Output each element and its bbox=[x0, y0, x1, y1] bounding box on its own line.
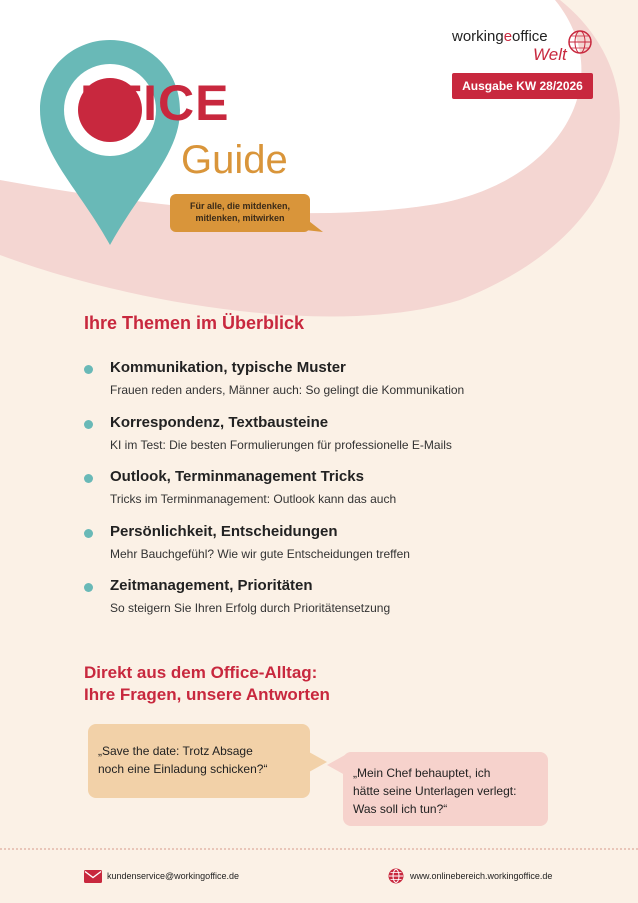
topic-description: KI im Test: Die besten Formulierungen für professionelle E-Mails bbox=[110, 438, 452, 452]
logo-word-guide: Guide bbox=[181, 138, 288, 182]
bullet-icon bbox=[84, 420, 93, 429]
bullet-icon bbox=[84, 365, 93, 374]
tagline-tail bbox=[305, 218, 323, 232]
publisher-part-2: office bbox=[512, 28, 548, 45]
qa-title-line-1: Direkt aus dem Office-Alltag: bbox=[84, 663, 318, 682]
bubble-tail bbox=[327, 755, 345, 775]
issue-badge: Ausgabe KW 28/2026 bbox=[452, 73, 593, 99]
topic-title: Persönlichkeit, Entscheidungen bbox=[110, 523, 338, 540]
mail-icon bbox=[84, 870, 102, 883]
bubble-line: hätte seine Unterlagen verlegt: bbox=[353, 784, 517, 798]
tagline-badge bbox=[170, 194, 310, 232]
publisher-e: e bbox=[503, 28, 513, 45]
qa-title-line-2: Ihre Fragen, unsere Antworten bbox=[84, 685, 330, 704]
topics-title: Ihre Themen im Überblick bbox=[84, 313, 305, 333]
footer-website[interactable]: www.onlinebereich.workingoffice.de bbox=[410, 871, 553, 881]
publisher-world: Welt bbox=[533, 45, 567, 64]
bullet-icon bbox=[84, 474, 93, 483]
bubble-line: Was soll ich tun?“ bbox=[353, 802, 448, 816]
topic-title: Zeitmanagement, Prioritäten bbox=[110, 577, 313, 594]
bullet-icon bbox=[84, 529, 93, 538]
publisher-part-1: working bbox=[452, 28, 504, 45]
question-bubble bbox=[343, 752, 548, 826]
logo-word-office: FFICE bbox=[80, 75, 230, 131]
location-pin-icon bbox=[40, 40, 180, 245]
web-icon bbox=[388, 868, 404, 884]
globe-icon bbox=[566, 28, 594, 56]
topic-title: Kommunikation, typische Muster bbox=[110, 359, 346, 376]
bullet-icon bbox=[84, 583, 93, 592]
topic-description: Mehr Bauchgefühl? Wie wir gute Entscheidungen treffen bbox=[110, 547, 410, 561]
tagline-line-1: Für alle, die mitdenken, bbox=[189, 201, 291, 211]
question-bubble bbox=[88, 724, 310, 798]
publisher-logo bbox=[452, 28, 548, 45]
footer-email[interactable]: kundenservice@workingoffice.de bbox=[107, 871, 240, 881]
bubble-line: noch eine Einladung schicken?“ bbox=[98, 762, 268, 776]
footer-divider bbox=[0, 848, 638, 850]
bubble-line: „Save the date: Trotz Absage bbox=[98, 744, 253, 758]
topic-title: Korrespondenz, Textbausteine bbox=[110, 414, 329, 431]
topic-description: So steigern Sie Ihren Erfolg durch Prioritätensetzung bbox=[110, 601, 391, 615]
topic-description: Frauen reden anders, Männer auch: So gelingt die Kommunikation bbox=[110, 383, 465, 397]
qa-title bbox=[84, 662, 330, 706]
tagline-line-2: mitlenken, mitwirken bbox=[195, 213, 285, 223]
bubble-tail bbox=[309, 752, 327, 772]
topic-description: Tricks im Terminmanagement: Outlook kann das auch bbox=[110, 492, 397, 506]
bubble-line: „Mein Chef behauptet, ich bbox=[353, 766, 491, 780]
topic-title: Outlook, Terminmanagement Tricks bbox=[110, 468, 364, 485]
